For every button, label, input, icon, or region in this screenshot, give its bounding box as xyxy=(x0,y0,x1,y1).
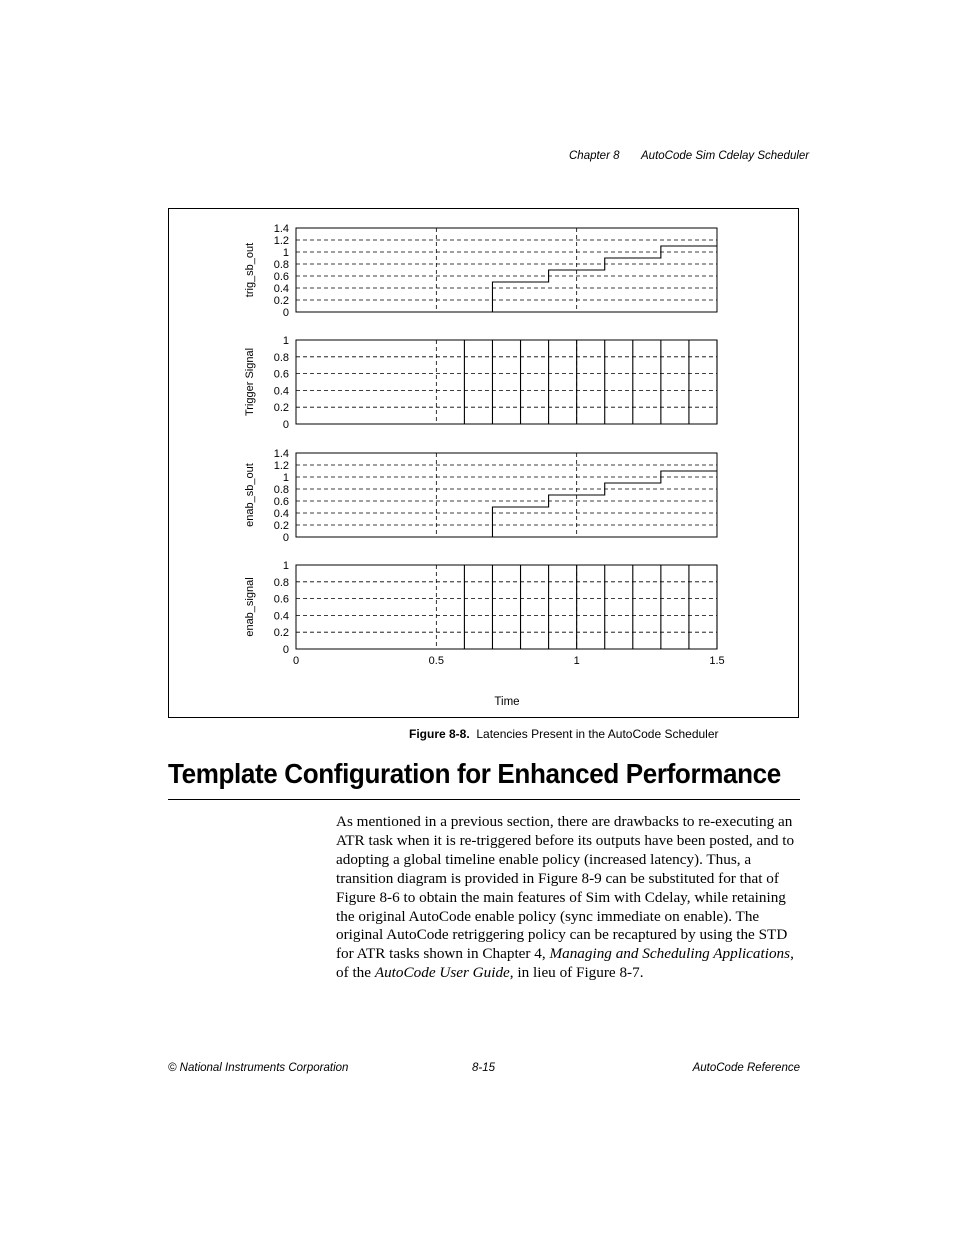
trigger-signal-y-tick-label: 0.6 xyxy=(273,368,289,381)
figure-caption xyxy=(409,727,719,741)
footer-book-title: AutoCode Reference xyxy=(692,1062,800,1074)
trig-sb-out-y-tick-label: 1.4 xyxy=(273,223,289,235)
enab-sb-out-y-tick-label: 0.4 xyxy=(273,508,289,520)
trigger-signal-plot-frame xyxy=(296,340,717,424)
trig-sb-out-y-tick-label: 0.2 xyxy=(273,295,289,307)
x-tick-label: 1.5 xyxy=(709,655,725,667)
x-tick-label: 0 xyxy=(292,655,300,667)
x-tick-label: 0.5 xyxy=(428,655,444,667)
trig-sb-out-y-tick-label: 0 xyxy=(282,307,289,319)
body-paragraph xyxy=(336,813,800,983)
trigger-signal-y-tick-label: 1 xyxy=(282,335,289,347)
trig-sb-out-y-tick-label: 1 xyxy=(282,247,289,259)
trigger-signal-y-tick-label: 0.4 xyxy=(273,385,289,398)
enab-sb-out-y-axis-label: enab_sb_out xyxy=(244,463,256,527)
running-header-title: AutoCode Sim Cdelay Scheduler xyxy=(641,150,810,162)
figure-caption-text: Latencies Present in the AutoCode Scheduler xyxy=(476,727,719,741)
enab-sb-out-y-tick-label: 0 xyxy=(282,532,289,544)
footer-page-number: 8-15 xyxy=(472,1062,496,1074)
section-heading: Template Configuration for Enhanced Performance xyxy=(168,758,781,789)
footer-copyright: © National Instruments Corporation xyxy=(168,1062,349,1074)
trig-sb-out-plot-frame xyxy=(296,228,717,312)
body-text-run: As mentioned in a previous section, there are drawbacks to re-executing an ATR task when it is re-triggered before its outputs have been posted, and to adopting a global timeline enable policy (increased latency). Thus, a transition diagram is provided in Figure 8-9 can be substituted for that of Figure 8-6 to obtain the main features of Sim with Cdelay, while retaining the original AutoCode enable policy (sync immediate on enable). The original AutoCode retriggering policy can be recaptured by using the STD for ATR tasks shown in Chapter 4, xyxy=(336,813,795,963)
body-text-run-italic: AutoCode User Guide xyxy=(374,964,510,982)
figure-caption-label: Figure 8-8. xyxy=(409,727,470,741)
trig-sb-out-step-line xyxy=(296,246,717,312)
enab-sb-out-step-line xyxy=(296,471,717,537)
body-text-run: , in lieu of Figure 8-7. xyxy=(509,964,644,982)
enab-sb-out-y-tick-label: 1 xyxy=(282,472,289,484)
enab-signal-y-tick-label: 0.6 xyxy=(273,593,289,606)
enab-signal-y-tick-label: 0.8 xyxy=(273,576,289,589)
trigger-signal-y-axis-label: Trigger Signal xyxy=(244,347,256,417)
x-tick-label: 1 xyxy=(573,655,580,667)
trig-sb-out-y-tick-label: 1.2 xyxy=(273,235,289,247)
figure-chart xyxy=(169,209,798,717)
x-axis-label: Time xyxy=(494,696,520,708)
enab-sb-out-y-tick-label: 0.6 xyxy=(273,496,289,508)
enab-signal-y-tick-label: 0.4 xyxy=(273,610,289,623)
trig-sb-out-y-tick-label: 0.4 xyxy=(273,283,289,295)
enab-signal-y-tick-label: 1 xyxy=(282,560,289,572)
trig-sb-out-y-tick-label: 0.6 xyxy=(273,271,289,283)
enab-signal-y-axis-label: enab_signal xyxy=(244,577,256,637)
body-text-run: , of the xyxy=(336,945,794,982)
figure-frame xyxy=(168,208,799,718)
trig-sb-out-y-axis-label: trig_sb_out xyxy=(244,242,256,298)
running-header-chapter: Chapter 8 xyxy=(569,150,620,162)
enab-sb-out-y-tick-label: 1.2 xyxy=(273,460,289,472)
body-text-run-italic: Managing and Scheduling Applications xyxy=(549,945,791,963)
trig-sb-out-y-tick-label: 0.8 xyxy=(273,259,289,271)
enab-signal-plot-frame xyxy=(296,565,717,649)
enab-sb-out-y-tick-label: 0.8 xyxy=(273,484,289,496)
enab-sb-out-plot-frame xyxy=(296,453,717,537)
enab-sb-out-y-tick-label: 0.2 xyxy=(273,520,289,532)
heading-rule xyxy=(168,799,800,800)
trigger-signal-y-tick-label: 0.2 xyxy=(273,402,289,415)
trigger-signal-y-tick-label: 0 xyxy=(282,419,289,431)
enab-signal-y-tick-label: 0.2 xyxy=(273,627,289,640)
trigger-signal-y-tick-label: 0.8 xyxy=(273,351,289,364)
enab-signal-y-tick-label: 0 xyxy=(282,644,289,656)
enab-sb-out-y-tick-label: 1.4 xyxy=(273,448,289,460)
